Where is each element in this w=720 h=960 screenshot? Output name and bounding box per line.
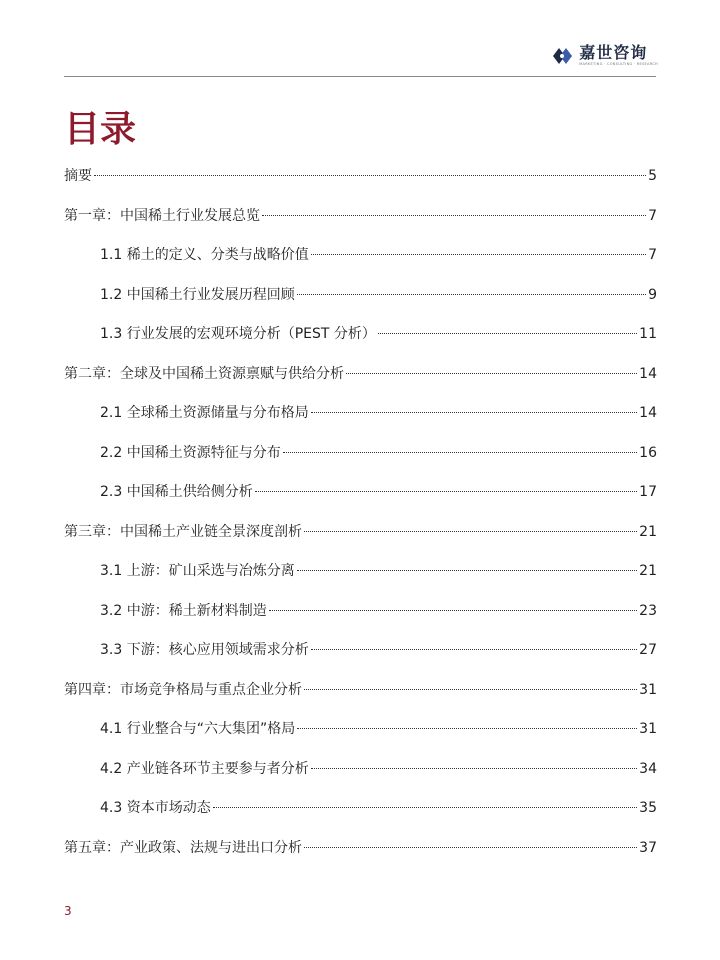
toc-entry-label: 1.3 行业发展的宏观环境分析（PEST 分析） <box>100 326 376 342</box>
toc-entry-label: 1.1 稀土的定义、分类与战略价值 <box>100 247 309 263</box>
toc-section-entry[interactable] <box>64 394 657 434</box>
toc-entry-page: 16 <box>639 444 657 461</box>
toc-section-entry[interactable] <box>64 236 657 276</box>
toc-dot-leader <box>297 728 637 729</box>
toc-dot-leader <box>346 373 637 374</box>
toc-entry-page: 27 <box>639 642 657 658</box>
toc-entry-label: 第四章：市场竞争格局与重点企业分析 <box>64 681 302 698</box>
toc-section-entry[interactable] <box>64 789 657 829</box>
toc-section-entry[interactable] <box>64 315 657 355</box>
toc-dot-leader <box>262 215 646 216</box>
table-of-contents <box>64 157 657 868</box>
toc-entry-label: 2.3 中国稀土供给侧分析 <box>100 484 253 500</box>
toc-dot-leader <box>213 807 637 808</box>
toc-entry-page: 31 <box>639 681 657 698</box>
toc-entry-label: 摘要 <box>64 168 92 184</box>
toc-entry-label: 4.2 产业链各环节主要参与者分析 <box>100 760 309 777</box>
toc-entry-label: 4.1 行业整合与“六大集团”格局 <box>100 721 296 737</box>
toc-entry-label: 4.3 资本市场动态 <box>100 800 211 816</box>
toc-entry-page: 23 <box>639 602 657 619</box>
brand-name: 嘉世咨询 <box>579 43 648 62</box>
toc-section-entry[interactable] <box>64 750 657 790</box>
toc-chapter-entry[interactable] <box>64 197 657 237</box>
toc-section-entry[interactable] <box>64 434 657 474</box>
toc-entry-label: 3.3 下游：核心应用领域需求分析 <box>100 642 309 658</box>
toc-dot-leader <box>304 847 637 848</box>
toc-entry-page: 14 <box>639 405 657 421</box>
toc-chapter-entry[interactable] <box>64 157 657 197</box>
toc-entry-label: 1.2 中国稀土行业发展历程回顾 <box>100 286 295 303</box>
toc-entry-label: 第五章：产业政策、法规与进出口分析 <box>64 839 302 856</box>
toc-dot-leader <box>304 531 637 532</box>
toc-entry-page: 21 <box>639 563 657 579</box>
toc-title: 目录 <box>64 109 137 150</box>
toc-dot-leader <box>311 649 637 650</box>
toc-entry-page: 21 <box>639 523 657 540</box>
toc-entry-page: 7 <box>648 207 657 224</box>
toc-section-entry[interactable] <box>64 473 657 513</box>
toc-entry-page: 31 <box>639 721 657 737</box>
toc-dot-leader <box>311 768 637 769</box>
toc-entry-page: 7 <box>648 247 657 263</box>
toc-entry-page: 9 <box>648 286 657 303</box>
toc-section-entry[interactable] <box>64 552 657 592</box>
toc-entry-label: 3.1 上游：矿山采选与冶炼分离 <box>100 563 295 579</box>
toc-chapter-entry[interactable] <box>64 513 657 553</box>
toc-entry-label: 第二章：全球及中国稀土资源禀赋与供给分析 <box>64 365 344 382</box>
brand-logo <box>551 44 658 67</box>
header-divider <box>64 76 656 77</box>
toc-dot-leader <box>255 491 637 492</box>
toc-entry-page: 37 <box>639 839 657 856</box>
toc-entry-page: 34 <box>639 760 657 777</box>
toc-entry-label: 第一章：中国稀土行业发展总览 <box>64 207 260 224</box>
toc-section-entry[interactable] <box>64 710 657 750</box>
toc-dot-leader <box>269 610 637 611</box>
page-number: 3 <box>64 904 72 918</box>
toc-chapter-entry[interactable] <box>64 829 657 869</box>
toc-dot-leader <box>304 689 637 690</box>
toc-entry-page: 11 <box>639 326 657 342</box>
toc-chapter-entry[interactable] <box>64 355 657 395</box>
toc-dot-leader <box>378 333 637 334</box>
toc-entry-label: 2.2 中国稀土资源特征与分布 <box>100 444 281 461</box>
brand-subtitle: MARKETING · CONSULTING · RESEARCH <box>579 62 658 66</box>
toc-entry-page: 5 <box>648 168 657 184</box>
toc-dot-leader <box>297 294 646 295</box>
toc-dot-leader <box>311 412 637 413</box>
toc-entry-page: 14 <box>639 365 657 382</box>
toc-dot-leader <box>94 175 646 176</box>
toc-dot-leader <box>311 254 646 255</box>
toc-section-entry[interactable] <box>64 631 657 671</box>
toc-section-entry[interactable] <box>64 592 657 632</box>
toc-dot-leader <box>283 452 637 453</box>
toc-dot-leader <box>297 570 637 571</box>
toc-entry-label: 3.2 中游：稀土新材料制造 <box>100 602 267 619</box>
toc-chapter-entry[interactable] <box>64 671 657 711</box>
toc-entry-page: 35 <box>639 800 657 816</box>
toc-section-entry[interactable] <box>64 276 657 316</box>
brand-mark-icon <box>551 45 573 67</box>
toc-entry-label: 2.1 全球稀土资源储量与分布格局 <box>100 405 309 421</box>
toc-entry-page: 17 <box>639 484 657 500</box>
toc-entry-label: 第三章：中国稀土产业链全景深度剖析 <box>64 523 302 540</box>
